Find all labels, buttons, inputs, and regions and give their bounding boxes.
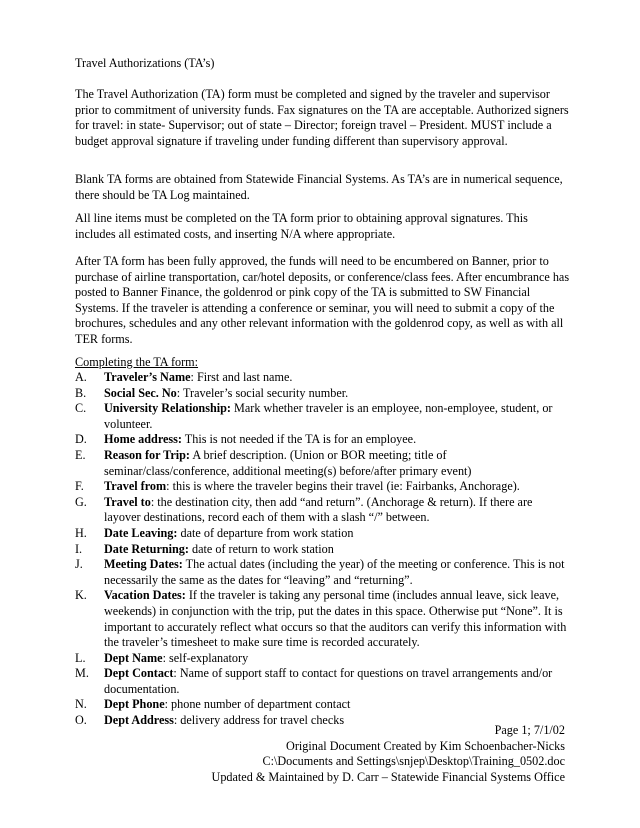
list-letter: G. [75,494,87,509]
list-letter: K. [75,588,87,603]
list-item [75,526,570,542]
footer-maintained-by: Updated & Maintained by D. Carr – Statewide Financial Systems Office [211,769,565,784]
list-item [75,651,570,667]
field-term: Vacation Dates: [104,588,186,603]
field-term: Travel from [104,479,167,494]
list-item [75,401,570,432]
list-letter: N. [75,697,87,712]
list-letter: J. [75,557,83,572]
field-description: If the traveler is taking any personal time (includes annual leave, sick leave, weekends) in conjunction with the trip, put the dates in this space. Otherwise put “None”. It is important to accurately reflect what occurs so that the auditors can verify this information with the traveler’s timesheet to make sure time is recorded accurately. [104,588,567,650]
field-term: Home address: [104,432,182,447]
field-term: University Relationship: [104,401,231,416]
section-heading: Completing the TA form: [75,355,199,369]
field-description: Mark whether traveler is an employee, non-employee, student, or volunteer. [104,401,553,431]
field-description: : First and last name. [190,370,293,384]
field-description: : Traveler’s social security number. [176,385,349,400]
list-item [75,479,570,495]
field-term: Dept Contact [104,666,174,681]
field-description: : the destination city, then add “and return”. (Anchorage & return). If there are layover destinations, record each of them with a slash “/” between. [104,494,533,525]
list-letter: B. [75,385,87,400]
field-description: : this is where the traveler begins their travel (ie: Fairbanks, Anchorage). [166,479,520,494]
field-description: This is not needed if the TA is for an employee. [181,432,417,447]
list-item [75,557,570,588]
list-letter: E. [75,447,86,462]
list-item [75,432,570,448]
footer-file-path: C:\Documents and Settings\snjep\Desktop\Training_0502.doc [262,754,565,769]
field-description: : delivery address for travel checks [173,713,345,728]
list-item [75,386,570,402]
list-item [75,588,570,650]
field-description: A brief description. (Union or BOR meeting; title of seminar/class/conference, additional meeting(s) before/after primary event) [104,447,472,478]
field-description: date of departure from work station [177,525,354,540]
field-term: Meeting Dates: [104,557,183,572]
field-term: Dept Address [104,713,174,728]
list-letter: C. [75,401,87,416]
list-item [75,448,570,479]
list-letter: A. [75,370,87,384]
field-term: Travel to [104,494,151,509]
field-term: Date Leaving: [104,525,178,540]
field-term: Social Sec. No [104,385,177,400]
list-letter: O. [75,713,87,728]
list-item [75,495,570,526]
paragraph-encumbrance: After TA form has been fully approved, the funds will need to be encumbered on Banner, prior to purchase of airline transportation, car/hotel deposits, or conference/class fees. After encumbrance has posted to Banner Finance, the goldenrod or pink copy of the TA is submitted to SW Financial Systems. If the traveler is attending a conference or seminar, you will need to submit a copy of the brochures, schedules and any other relevant information with the goldenrod copy, as well as with all TER forms. [75,254,570,346]
list-letter: I. [75,541,83,556]
field-description: : phone number of department contact [164,697,351,712]
list-letter: L. [75,650,86,665]
field-term: Dept Phone [104,697,165,712]
page-footer [212,723,565,785]
field-term: Traveler’s Name [104,370,191,384]
list-letter: D. [75,432,87,447]
footer-page-number: Page 1; 7/1/02 [494,723,565,737]
list-item [75,697,570,713]
field-description: The actual dates (including the year) of the meeting or conference. This is not necessarily the same as the dates for “leaving” and “returning”. [104,557,565,587]
list-letter: F. [75,479,84,494]
field-description: date of return to work station [188,541,334,556]
list-item [75,666,570,697]
footer-created-by: Original Document Created by Kim Schoenbacher-Nicks [286,738,565,753]
list-letter: H. [75,525,87,540]
list-item [75,370,570,386]
list-item [75,542,570,558]
list-letter: M. [75,666,89,681]
paragraph-blank-forms: Blank TA forms are obtained from Statewide Financial Systems. As TA’s are in numerical sequence, there should be TA Log maintained. [75,172,563,202]
paragraph-line-items: All line items must be completed on the TA form prior to obtaining approval signatures. This includes all estimated costs, and inserting N/A where appropriate. [75,211,528,241]
field-description: : self-explanatory [162,650,249,665]
field-term: Dept Name [104,650,163,665]
field-list [75,370,570,729]
field-term: Date Returning: [104,541,189,556]
field-term: Reason for Trip: [104,447,190,462]
field-description: : Name of support staff to contact for questions on travel arrangements and/or documentation. [104,666,553,696]
paragraph-authorization: The Travel Authorization (TA) form must be completed and signed by the traveler and supervisor prior to commitment of university funds. Fax signatures on the TA are acceptable. Authorized signers for travel: in state- Supervisor; out of state – Director; foreign travel – President. MUST include a budget approval signature if traveling under funding different than supervisory approval. [75,87,569,148]
document-title: Travel Authorizations (TA’s) [75,56,215,70]
